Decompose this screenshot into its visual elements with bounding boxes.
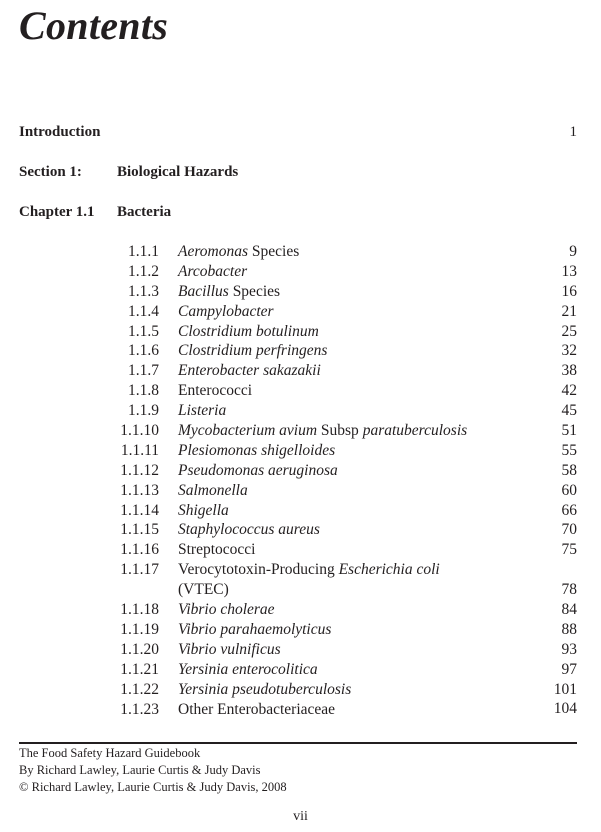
entry-title-part: Campylobacter [178,302,274,320]
entry-title [178,341,327,361]
entry-title-part: Escherichia coli [338,561,440,579]
toc-entry[interactable] [100,560,577,600]
entry-title-part: Species [228,282,281,300]
entry-title [178,322,319,342]
entry-title [178,282,280,302]
toc-entry[interactable] [100,600,577,620]
entry-title-part: Enterobacter sakazakii [178,362,321,380]
footer-copyright: © Richard Lawley, Laurie Curtis & Judy Davis, 2008 [19,780,287,794]
entry-title-part: Yersinia pseudotuberculosis [178,680,352,698]
entry-number: 1.1.22 [120,680,159,698]
chapter-title: Bacteria [117,204,172,220]
toc-entry[interactable] [100,322,577,342]
entry-title-part: Streptococci [178,541,256,559]
entry-page: 101 [553,680,577,698]
entry-number: 1.1.14 [120,501,159,519]
entry-number: 1.1.19 [120,620,159,638]
footer-authors: By Richard Lawley, Laurie Curtis & Judy Davis [19,763,261,777]
entry-number: 1.1.16 [120,541,159,559]
entry-title [178,680,351,700]
entry-title [178,600,275,620]
section-label: Section 1: [19,164,82,180]
entry-title-part: Salmonella [178,481,248,499]
entry-title [178,262,247,282]
entry-page: 21 [561,302,577,320]
toc-entry[interactable] [100,381,577,401]
toc-entry[interactable] [100,262,577,282]
entry-page: 75 [561,541,577,559]
entry-page: 88 [561,620,577,638]
entry-title [178,540,255,560]
entry-title [178,401,226,421]
page-title: Contents [19,3,169,48]
entry-page: 93 [561,640,577,658]
entry-title-part: Listeria [178,402,227,420]
entry-page: 38 [561,362,577,380]
entry-title-part: Aeromonas [178,243,249,260]
entry-title-part: Enterococci [178,382,253,400]
entry-number: 1.1.18 [120,601,159,619]
footer-book-title: The Food Safety Hazard Guidebook [19,746,201,760]
entry-number: 1.1.10 [120,422,159,440]
entry-page: 25 [561,322,577,340]
entry-title [178,620,331,640]
toc-entry[interactable] [100,501,577,521]
entry-number: 1.1.7 [128,362,159,380]
entry-title-part: Subsp [317,422,363,440]
entry-title-part: Pseudomonas aeruginosa [178,461,338,479]
chapter-label: Chapter 1.1 [19,204,95,220]
entry-title [178,242,299,262]
toc-entry[interactable] [100,660,577,680]
entry-page: 84 [561,601,577,619]
entry-page: 9 [569,242,577,260]
entry-number: 1.1.6 [128,342,159,360]
entry-title [178,421,467,441]
entry-number: 1.1.5 [128,322,159,340]
entry-title [178,700,335,720]
entry-title-part: Mycobacterium avium [178,422,318,440]
entry-page: 32 [561,342,577,360]
toc-entry[interactable] [100,282,577,302]
toc-entry[interactable] [100,520,577,540]
entry-page: 70 [561,521,577,539]
toc-entry[interactable] [100,361,577,381]
entry-number: 1.1.15 [120,521,159,539]
entry-page: 104 [553,700,577,718]
toc-entry[interactable] [100,401,577,421]
toc-entry[interactable] [100,620,577,640]
entry-page: 42 [561,382,577,400]
entry-number: 1.1.21 [120,660,159,678]
entry-page: 60 [561,481,577,499]
entry-title [178,481,248,501]
toc-entry[interactable] [100,700,577,720]
entry-page: 78 [561,581,577,599]
entry-page: 66 [561,501,577,519]
entry-title-part: Bacillus [178,282,229,300]
entry-number: 1.1.8 [128,382,159,400]
entry-title [178,381,252,401]
entry-page: 51 [561,422,577,439]
entry-number: 1.1.13 [120,481,159,499]
toc-entry[interactable] [100,421,577,441]
entry-title-part: paratuberculosis [362,422,468,440]
toc-entry[interactable] [100,640,577,660]
entry-title-part: Vibrio parahaemolyticus [178,620,332,638]
entry-title-part: Shigella [178,501,229,519]
entry-title [178,640,281,660]
section-title: Biological Hazards [117,164,239,180]
toc-entry[interactable] [100,302,577,322]
entry-page: 55 [561,441,577,459]
entry-title-part: Other Enterobacteriaceae [178,700,336,718]
entry-title [178,520,320,540]
entry-title [178,441,335,461]
toc-entry[interactable] [100,341,577,361]
entry-title-line2: (VTEC) [178,581,229,599]
toc-entries [100,242,577,719]
entry-title [178,501,229,521]
page-number: vii [293,809,308,824]
entry-title [178,302,274,322]
entry-title-part: Vibrio cholerae [178,601,275,619]
entry-title-part: Clostridium botulinum [178,322,319,340]
entry-title-part: Verocytotoxin-Producing [178,561,339,579]
entry-number: 1.1.11 [120,441,159,459]
toc-entry[interactable] [100,680,577,700]
entry-title [178,560,440,600]
entry-title-part: Vibrio vulnificus [178,640,281,658]
toc-entry[interactable] [100,461,577,481]
entry-title-part: Staphylococcus aureus [178,521,320,539]
entry-title-part: Arcobacter [178,262,248,280]
toc-entry[interactable] [100,242,577,262]
entry-title [178,660,318,680]
toc-entry[interactable] [100,481,577,501]
entry-number: 1.1.1 [128,243,159,260]
entry-page: 13 [561,262,577,280]
entry-number: 1.1.23 [120,700,159,718]
entry-title-part: Yersinia enterocolitica [178,660,318,678]
entry-title [178,361,321,381]
entry-number: 1.1.20 [120,640,159,658]
entry-number: 1.1.2 [128,262,159,280]
entry-title-part: Species [248,243,300,260]
entry-page: 16 [561,282,577,300]
entry-page: 97 [561,660,577,678]
introduction-page: 1 [569,124,577,140]
introduction-label: Introduction [19,124,101,140]
entry-number: 1.1.12 [120,461,159,479]
entry-number: 1.1.9 [128,402,159,420]
entry-page: 45 [561,402,577,420]
toc-entry[interactable] [100,441,577,461]
entry-title [178,461,338,481]
entry-number: 1.1.3 [128,282,159,300]
entry-page: 58 [561,461,577,479]
footer-divider [19,742,577,744]
entry-number: 1.1.4 [128,302,159,320]
toc-entry[interactable] [100,540,577,560]
entry-title-part: Clostridium perfringens [178,342,328,360]
entry-number: 1.1.17 [120,561,159,579]
entry-title-part: Plesiomonas shigelloides [178,441,336,459]
